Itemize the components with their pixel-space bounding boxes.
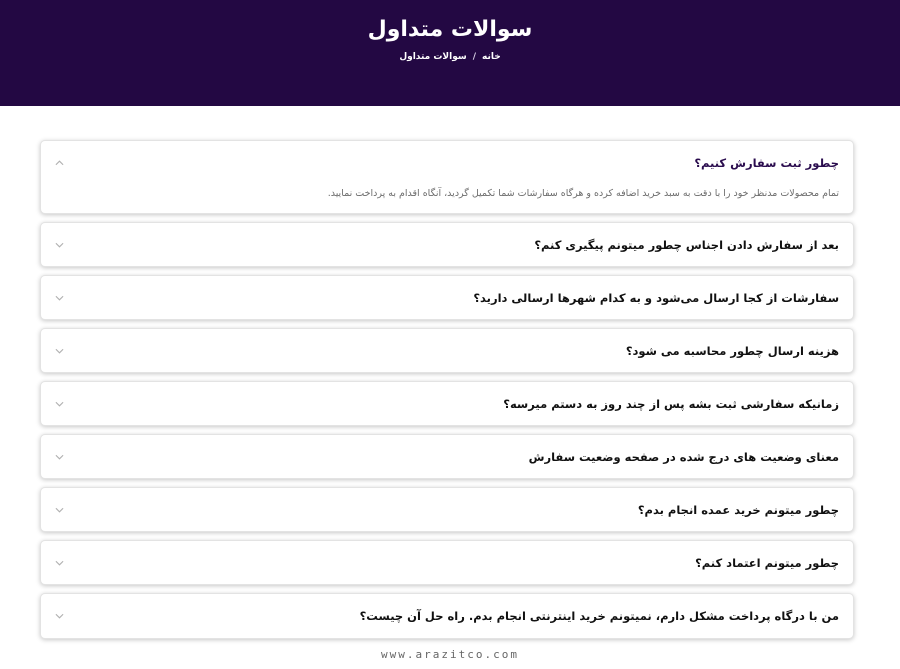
- breadcrumb-home-link[interactable]: خانه: [482, 52, 501, 62]
- site-watermark: www.arazitco.com: [381, 648, 519, 661]
- faq-question[interactable]: چطور میتونم اعتماد کنم؟: [695, 556, 839, 570]
- page-title: سوالات متداول: [367, 17, 533, 42]
- breadcrumb: [0, 51, 900, 63]
- faq-question[interactable]: چطور ثبت سفارش کنیم؟: [694, 156, 839, 170]
- breadcrumb-current: سوالات متداول: [399, 52, 467, 62]
- faq-item[interactable]: [40, 593, 854, 639]
- faq-item[interactable]: [40, 140, 854, 214]
- chevron-down-icon[interactable]: [53, 504, 65, 516]
- faq-item[interactable]: [40, 540, 854, 585]
- faq-answer: تمام محصولات مدنظر خود را با دقت به سبد خرید اضافه کرده و هرگاه سفارشات شما تکمیل گردید، آنگاه اقدام به پرداخت نمایید.: [327, 188, 839, 199]
- breadcrumb-separator: /: [472, 52, 476, 62]
- chevron-up-icon[interactable]: [53, 157, 65, 169]
- faq-question[interactable]: معنای وضعیت های درج شده در صفحه وضعیت سفارش: [528, 450, 839, 464]
- faq-question[interactable]: بعد از سفارش دادن اجناس چطور میتونم پیگیری کنم؟: [534, 238, 839, 252]
- faq-item[interactable]: [40, 487, 854, 532]
- faq-question[interactable]: سفارشات از کجا ارسال می‌شود و به کدام شهرها ارسالی دارید؟: [473, 291, 839, 305]
- faq-question[interactable]: زمانیکه سفارشی ثبت بشه پس از چند روز به دستم میرسه؟: [503, 397, 839, 411]
- faq-item[interactable]: [40, 381, 854, 426]
- chevron-down-icon[interactable]: [53, 610, 65, 622]
- chevron-down-icon[interactable]: [53, 451, 65, 463]
- faq-item[interactable]: [40, 434, 854, 479]
- page-hero: [0, 0, 900, 106]
- faq-question[interactable]: هزینه ارسال چطور محاسبه می شود؟: [625, 344, 839, 358]
- chevron-down-icon[interactable]: [53, 239, 65, 251]
- chevron-down-icon[interactable]: [53, 398, 65, 410]
- chevron-down-icon[interactable]: [53, 292, 65, 304]
- faq-question[interactable]: چطور میتونم خرید عمده انجام بدم؟: [637, 503, 839, 517]
- faq-item[interactable]: [40, 275, 854, 320]
- faq-item[interactable]: [40, 222, 854, 267]
- chevron-down-icon[interactable]: [53, 557, 65, 569]
- faq-item[interactable]: [40, 328, 854, 373]
- chevron-down-icon[interactable]: [53, 345, 65, 357]
- faq-question[interactable]: من با درگاه پرداخت مشکل دارم، نمیتونم خرید اینترنتی انجام بدم. راه حل آن چیست؟: [359, 609, 839, 623]
